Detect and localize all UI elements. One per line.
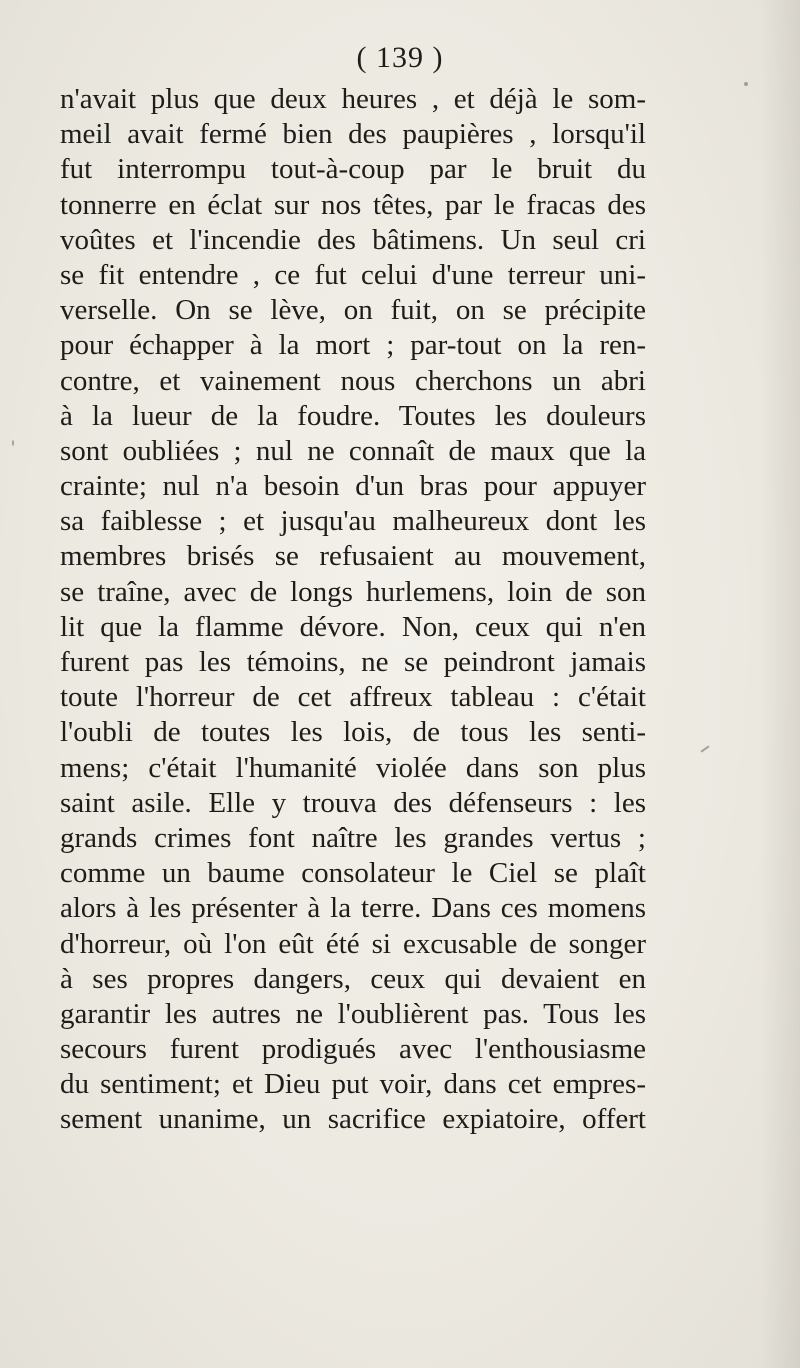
page-number: ( 139 ) xyxy=(356,41,444,74)
text-line: grands crimes font naître les grandes vertus ; xyxy=(60,821,646,854)
text-line: alors à les présenter à la terre. Dans ces momens xyxy=(60,892,646,925)
text-line: n'avait plus que deux heures , et déjà le som- xyxy=(60,83,646,115)
text-line: sont oubliées ; nul ne connaît de maux que la xyxy=(60,434,646,467)
text-line: sement unanime, un sacrifice expiatoire, offert xyxy=(60,1103,646,1136)
text-line: garantir les autres ne l'oublièrent pas. Tous les xyxy=(60,997,646,1030)
text-line: crainte; nul n'a besoin d'un bras pour appuyer xyxy=(60,470,646,503)
text-line: saint asile. Elle y trouva des défenseurs : les xyxy=(60,786,646,819)
text-line: meil avait fermé bien des paupières , lorsqu'il xyxy=(60,118,646,151)
paper-speck xyxy=(12,440,14,446)
text-line: à la lueur de la foudre. Toutes les douleurs xyxy=(60,399,646,432)
text-line: verselle. On se lève, on fuit, on se précipite xyxy=(60,294,646,327)
text-line: pour échapper à la mort ; par-tout on la ren- xyxy=(60,329,646,362)
text-line: du sentiment; et Dieu put voir, dans cet empres- xyxy=(60,1068,646,1101)
text-line: sa faiblesse ; et jusqu'au malheureux dont les xyxy=(60,505,646,538)
text-line: d'horreur, où l'on eût été si excusable de songer xyxy=(60,927,646,960)
text-line: mens; c'était l'humanité violée dans son plus xyxy=(60,751,646,784)
body-text xyxy=(60,82,646,1138)
paper-speck xyxy=(700,745,709,752)
paper-speck xyxy=(744,82,748,86)
text-line: à ses propres dangers, ceux qui devaient en xyxy=(60,962,646,995)
text-line: se traîne, avec de longs hurlemens, loin de son xyxy=(60,575,646,608)
text-line: contre, et vainement nous cherchons un abri xyxy=(60,364,646,397)
text-line: secours furent prodigués avec l'enthousiasme xyxy=(60,1033,646,1066)
text-line: furent pas les témoins, ne se peindront jamais xyxy=(60,646,646,678)
text-line: membres brisés se refusaient au mouvement, xyxy=(60,540,646,573)
text-line: voûtes et l'incendie des bâtimens. Un seul cri xyxy=(60,223,646,256)
page-edge-shadow xyxy=(760,0,800,1368)
text-line: lit que la flamme dévore. Non, ceux qui n'en xyxy=(60,610,646,643)
text-line: toute l'horreur de cet affreux tableau : c'était xyxy=(60,681,646,714)
text-line: l'oubli de toutes les lois, de tous les senti- xyxy=(60,716,646,749)
text-line: se fit entendre , ce fut celui d'une terreur uni- xyxy=(60,258,646,291)
text-line: tonnerre en éclat sur nos têtes, par le fracas des xyxy=(60,188,646,221)
text-line: comme un baume consolateur le Ciel se plaît xyxy=(60,857,646,890)
text-line: fut interrompu tout-à-coup par le bruit du xyxy=(60,153,646,186)
